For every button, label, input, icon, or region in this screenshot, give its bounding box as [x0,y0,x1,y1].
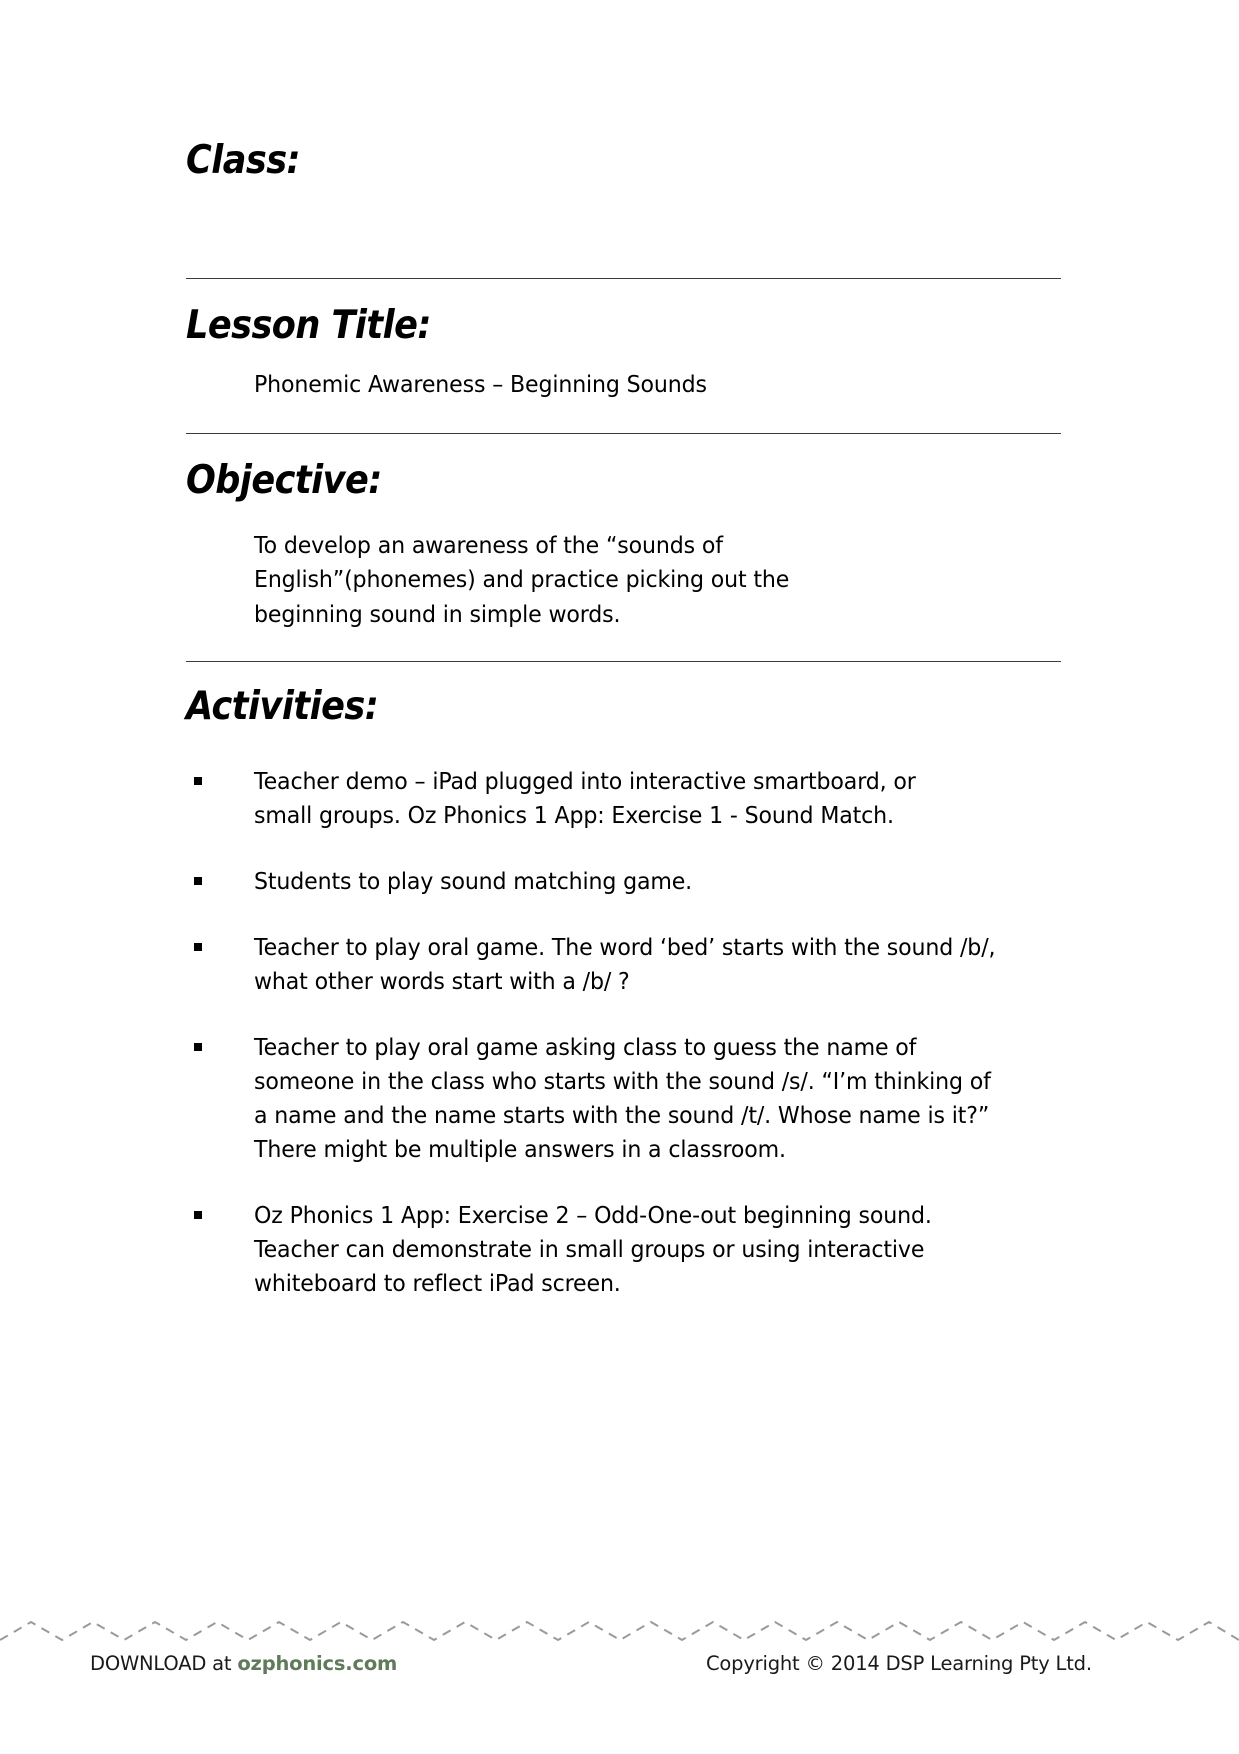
class-heading: Class: [186,138,301,183]
download-prefix: DOWNLOAD at [90,1652,238,1675]
spacer [186,434,1061,460]
activities-list [186,764,1061,1301]
spacer [186,631,1061,661]
square-bullet-icon [194,1211,202,1219]
objective-value: To develop an awareness of the “sounds of English”(phonemes) and practice picking out the beginning sound in simple words. [254,531,790,628]
activity-text: Oz Phonics 1 App: Exercise 2 – Odd-One-out beginning sound. Teacher can demonstrate in small groups or using interactive whiteboard to reflect iPad screen. [254,1201,932,1298]
activities-heading: Activities: [186,683,379,729]
copyright-label: Copyright © 2014 DSP Learning Pty Ltd. [706,1652,1092,1675]
spacer [186,401,1061,433]
spacer [186,279,1061,305]
list-item [186,1198,1061,1300]
ozphonics-link[interactable]: ozphonics.com [237,1652,398,1675]
lesson-title-heading: Lesson Title: [186,303,431,349]
document-content [186,140,1061,1300]
square-bullet-icon [194,777,202,785]
objective-heading: Objective: [186,458,382,504]
zigzag-divider-icon [0,1614,1239,1654]
activity-text: Teacher to play oral game asking class to guess the name of someone in the class who starts with the sound /s/. “I’m thinking of a name and the name starts with the sound /t/. Whose name is it?” There might be multiple answers in a classroom. [254,1033,991,1164]
square-bullet-icon [194,943,202,951]
download-label [90,1652,397,1675]
list-item [186,864,1061,898]
activity-text: Students to play sound matching game. [254,866,693,895]
spacer [186,347,1061,367]
square-bullet-icon [194,877,202,885]
list-item [186,930,1061,998]
square-bullet-icon [194,1043,202,1051]
activity-text: Teacher to play oral game. The word ‘bed’ starts with the sound /b/, what other words start with a /b/ ? [254,932,996,995]
list-item [186,764,1061,832]
spacer [186,662,1061,686]
spacer [186,728,1061,764]
footer-row [0,1652,1239,1692]
activity-text: Teacher demo – iPad plugged into interactive smartboard, or small groups. Oz Phonics 1 App: Exercise 1 - Sound Match. [254,766,916,829]
class-value-area [186,182,1061,278]
lesson-title-value: Phonemic Awareness – Beginning Sounds [254,370,707,399]
page-footer [0,1594,1239,1754]
spacer [186,502,1061,528]
list-item [186,1030,1061,1166]
